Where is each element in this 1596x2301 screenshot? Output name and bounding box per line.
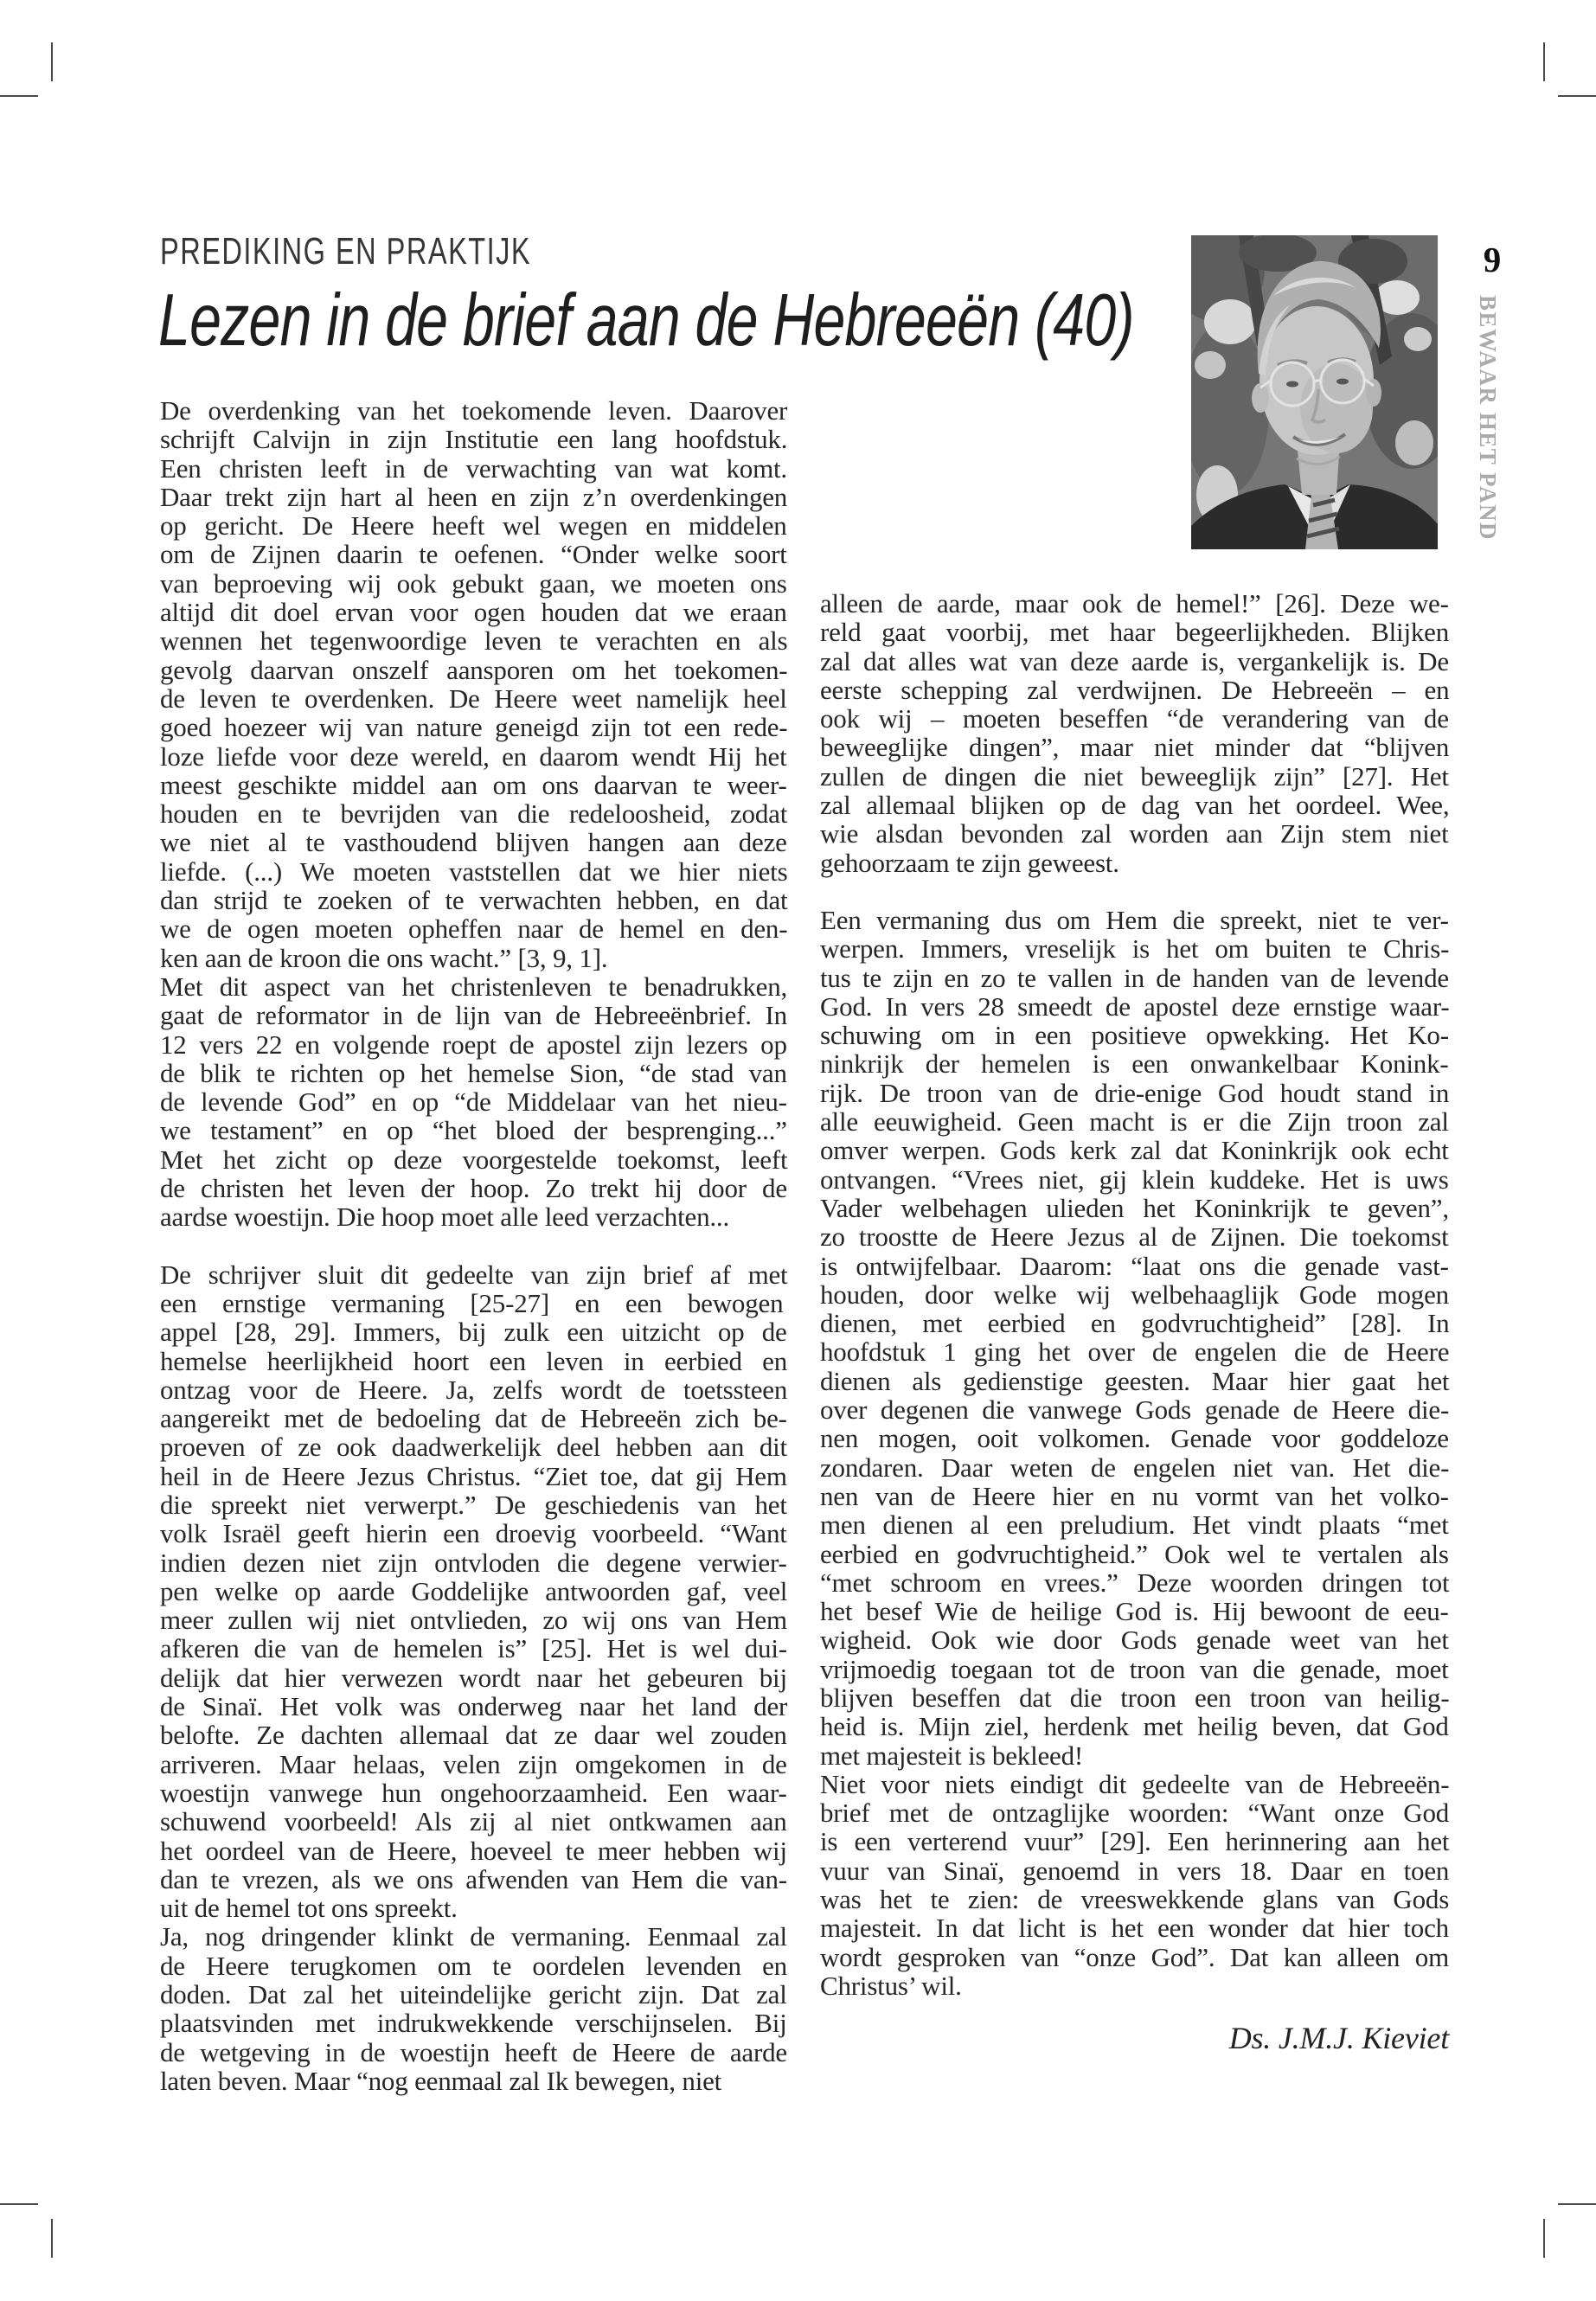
text-line: de wetgeving in de woestijn heeft de Heere de aarde (160, 2036, 787, 2067)
text-line: schrijft Calvijn in zijn Institutie een lang hoofdstuk. (160, 424, 788, 455)
text-line: De overdenking van het toekomende leven. Daarover (160, 395, 788, 426)
text-line: beweeglijke dingen”, maar niet minder dat “blijven (820, 732, 1450, 763)
text-line: meer zullen wij niet ontvlieden, zo wij ons van Hem (160, 1605, 787, 1636)
text-line: aangereikt met de bedoeling dat de Hebreeën zich be- (160, 1403, 787, 1434)
text-line: heil in de Heere Jezus Christus. “Ziet toe, dat gij Hem (160, 1460, 787, 1491)
text-line: ontvangen. “Vrees niet, gij klein kuddeke. Het is uws (820, 1163, 1449, 1195)
text-line: goed hoezeer wij van nature geneigd zijn tot een rede- (160, 712, 788, 743)
text-line: zondaren. Daar weten de engelen niet van. Het die- (820, 1452, 1450, 1483)
text-line: Vader welbehagen ulieden het Koninkrijk te geven”, (820, 1192, 1449, 1223)
crop-mark-top-left-horizontal (0, 95, 38, 97)
text-line: is een verterend vuur” [29]. Een herinnering aan het (820, 1826, 1450, 1857)
text-line: de Sinaï. Het volk was onderweg naar het land der (160, 1691, 788, 1722)
text-line: woestijn vanwege hun ongehoorzaamheid. Een waar- (160, 1777, 787, 1808)
text-line: uit de hemel tot ons spreekt. (160, 1893, 458, 1924)
article-right-column (820, 589, 1449, 2054)
text-line: de blik te richten op het hemelse Sion, “de stad van (160, 1057, 787, 1088)
text-line: rijk. De troon van de drie-enige God houdt stand in (820, 1077, 1450, 1108)
text-line: vuur van Sinaï, genoemd in vers 18. Daar en toen (820, 1855, 1450, 1886)
text-line: pen welke op aarde Goddelijke antwoorden gaf, veel (160, 1575, 788, 1606)
text-line: eerste schepping zal verdwijnen. De Hebreeën – en (820, 674, 1450, 705)
text-line: “met schroom en vrees.” Deze woorden dringen tot (820, 1567, 1450, 1598)
crop-mark-top-right-vertical (1543, 42, 1545, 81)
text-line: Een vermaning dus om Hem die spreekt, niet te ver- (820, 904, 1449, 935)
text-line: was het te zien: de vreeswekkende glans van Gods (820, 1884, 1450, 1915)
text-line: wie alsdan bevonden zal worden aan Zijn stem niet (820, 818, 1449, 849)
text-line: plaatsvinden met indrukwekkende verschijnselen. Bij (160, 2008, 787, 2039)
text-line: volk Israël geeft hierin een droevig voorbeeld. “Want (160, 1518, 787, 1549)
crop-mark-top-left-vertical (51, 42, 53, 81)
text-line: 12 vers 22 en volgende roept de apostel zijn lezers op (160, 1029, 787, 1060)
text-line: eerbied en godvruchtigheid.” Ook wel te vertalen als (820, 1538, 1449, 1569)
text-line: de levende God” en op “de Middelaar van het nieu- (160, 1086, 787, 1118)
text-line: het besef Wie de heilige God is. Hij bewoont de eeu- (820, 1596, 1449, 1627)
crop-mark-bottom-left-vertical (51, 2219, 53, 2258)
text-line: om de Zijnen daarin te oefenen. “Onder welke soort (160, 539, 787, 570)
crop-mark-top-right-horizontal (1558, 95, 1596, 97)
paragraph (820, 1770, 1449, 2000)
text-line: gaat de reformator in de lijn van de Hebreeënbrief. In (160, 1000, 787, 1031)
paragraph (160, 396, 787, 972)
text-line: de leven te overdenken. De Heere weet namelijk heel (160, 683, 787, 714)
text-line: nen van de Heere hier en nu vormt van het volko- (820, 1480, 1449, 1511)
text-line: ken aan de kroon die ons wacht.” [3, 9, 1]. (160, 942, 608, 973)
text-line: alle eeuwigheid. Geen macht is er die Zijn troon zal (820, 1106, 1449, 1138)
text-line: dienen als gedienstige geesten. Maar hier gaat het (820, 1365, 1450, 1396)
text-line: wordt gesproken van “onze God”. Dat kan alleen om (820, 1941, 1449, 1972)
paragraph (160, 1260, 787, 1923)
text-line: alleen de aarde, maar ook de hemel!” [26]. Deze we- (820, 588, 1449, 619)
text-line: schuwend voorbeeld! Als zij al niet ontkwamen aan (160, 1806, 787, 1837)
text-line: tus te zijn en zo te vallen in de handen van de levende (820, 962, 1449, 993)
text-line: indien dezen niet zijn ontvloden die degene verwier- (160, 1547, 787, 1578)
text-line: is ontwijfelbaar. Daarom: “laat ons die genade vast- (820, 1250, 1449, 1281)
text-line: laten beven. Maar “nog eenmaal zal Ik bewegen, niet (160, 2065, 722, 2096)
author-signature: Ds. J.M.J. Kieviet (1228, 2021, 1449, 2056)
crop-mark-bottom-right-horizontal (1558, 2203, 1596, 2205)
text-line: liefde. (...) We moeten vaststellen dat we hier niets (160, 856, 788, 887)
text-line: doden. Dat zal het uiteindelijke gericht zijn. Dat zal (160, 1979, 787, 2010)
text-line: houden en te bevrijden van die redeloosheid, zodat (160, 798, 788, 830)
text-line: ontzag voor de Heere. Ja, zelfs wordt de toetssteen (160, 1374, 788, 1405)
text-line: zal allemaal blijken op de dag van het oordeel. Wee, (820, 790, 1450, 821)
crop-mark-bottom-left-horizontal (0, 2203, 38, 2205)
text-line: dan strijd te zoeken of te verwachten hebben, en dat (160, 885, 788, 916)
text-line: werpen. Immers, vreselijk is het om buiten te Chris- (820, 933, 1450, 965)
text-line: dienen, met eerbied en godvruchtigheid” [28]. In (820, 1308, 1450, 1339)
article-title: Lezen in de brief aan de Hebreeën (40) (158, 279, 1134, 362)
text-line: hoofdstuk 1 ging het over de engelen die de Heere (820, 1336, 1450, 1368)
text-line: men dienen al een preludium. Het vindt plaats “met (820, 1509, 1449, 1541)
text-line: appel [28, 29]. Immers, bij zulk een uitzicht op de (160, 1317, 787, 1348)
paragraph (820, 589, 1449, 877)
text-line: dan te vrezen, als we ons afwenden van Hem die van- (160, 1863, 787, 1894)
text-line: delijk dat hier verwezen wordt naar het gebeuren bij (160, 1662, 787, 1693)
magazine-edge-label: BEWAAR HET PAND (1475, 295, 1501, 542)
text-line: loze liefde voor deze wereld, en daarom wendt Hij het (160, 740, 787, 772)
text-line: reld gaat voorbij, met haar begeerlijkheden. Blijken (820, 617, 1450, 648)
text-line: Met dit aspect van het christenleven te benadrukken, (160, 971, 788, 1002)
paragraph (160, 972, 787, 1232)
text-line: gehoorzaam te zijn geweest. (820, 847, 1119, 878)
text-line: brief met de ontzaglijke woorden: “Want onze God (820, 1798, 1450, 1829)
text-line: altijd dit doel ervan voor ogen houden dat we eraan (160, 597, 787, 628)
text-line: die spreekt niet verwerpt.” De geschiedenis van het (160, 1489, 787, 1520)
text-line: we testament” en op “het bloed der besprenging...” (160, 1115, 787, 1146)
text-line: meest geschikte middel aan om ons daarvan te weer- (160, 769, 787, 800)
text-line: met majesteit is bekleed! (820, 1740, 1084, 1771)
text-line: het oordeel van de Heere, hoeveel te meer hebben wij (160, 1835, 787, 1866)
author-photo (1191, 235, 1438, 549)
text-line: afkeren die van de hemelen is” [25]. Het is wel dui- (160, 1633, 787, 1664)
text-line: houden, door welke wij welbehaaglijk Gode mogen (820, 1279, 1449, 1310)
text-line: we niet al te vasthoudend blijven hangen aan deze (160, 827, 787, 858)
text-line: ninkrijk der hemelen is een onwankelbaar Konink- (820, 1048, 1449, 1080)
text-line: Daar trekt zijn hart al heen en zijn z’n overdenkingen (160, 481, 788, 512)
page-number: 9 (1483, 240, 1502, 279)
text-line: de christen het leven der hoop. Zo trekt hij door de (160, 1173, 787, 1204)
text-line: belofte. Ze dachten allemaal dat ze daar wel zouden (160, 1720, 787, 1751)
text-line: gevolg daarvan onszelf aansporen om het toekomen- (160, 654, 788, 685)
text-line: arriveren. Maar helaas, velen zijn omgekomen in de (160, 1748, 787, 1779)
text-line: omver werpen. Gods kerk zal dat Koninkrijk ook echt (820, 1135, 1449, 1166)
text-line: een ernstige vermaning [25-27] en een bewogen (160, 1287, 784, 1318)
text-line: heid is. Mijn ziel, herdenk met heilig beven, dat God (820, 1711, 1449, 1742)
text-line: over degenen die vanwege Gods genade de Heere die- (820, 1394, 1450, 1426)
text-line: schuwing om in een positieve opwekking. Het Ko- (820, 1020, 1449, 1051)
text-line: aardse woestijn. Die hoop moet alle leed verzachten... (160, 1202, 730, 1233)
text-line: Niet voor niets eindigt dit gedeelte van de Hebreeën- (820, 1768, 1450, 1799)
text-line: De schrijver sluit dit gedeelte van zijn brief af met (160, 1259, 788, 1290)
text-line: de Heere terugkomen om te oordelen levenden en (160, 1950, 787, 1981)
article-left-column (160, 396, 787, 2095)
text-line: ook wij – moeten beseffen “de verandering van de (820, 703, 1449, 734)
paragraph (160, 1922, 787, 2095)
text-line: we de ogen moeten opheffen naar de hemel en den- (160, 913, 788, 945)
text-line: Ja, nog dringender klinkt de vermaning. Eenmaal zal (160, 1921, 787, 1952)
text-line: zo troostte de Heere Jezus al de Zijnen. Die toekomst (820, 1221, 1449, 1253)
text-line: proeven of ze ook daadwerkelijk deel hebben aan dit (160, 1432, 787, 1463)
text-line: nen mogen, ooit volkomen. Genade voor goddeloze (820, 1423, 1449, 1454)
text-line: majesteit. In dat licht is het een wonder dat hier toch (820, 1913, 1449, 1944)
text-line: wennen het tegenwoordige leven te verachten en als (160, 625, 788, 657)
text-line: wigheid. Ook wie door Gods genade weet van het (820, 1625, 1449, 1656)
paragraph (820, 906, 1449, 1770)
text-line: Met het zicht op deze voorgestelde toekomst, leeft (160, 1144, 788, 1175)
text-line: Christus’ wil. (820, 1970, 962, 2001)
crop-mark-bottom-right-vertical (1543, 2219, 1545, 2258)
section-kicker: PREDIKING EN PRAKTIJK (160, 230, 532, 272)
text-line: van beproeving wij ook gebukt gaan, we moeten ons (160, 567, 787, 599)
text-line: vrijmoedig toegaan tot de troon van die genade, moet (820, 1653, 1449, 1684)
text-line: Een christen leeft in de verwachting van wat komt. (160, 452, 787, 484)
text-line: zal dat alles wat van deze aarde is, vergankelijk is. De (820, 645, 1449, 676)
text-line: hemelse heerlijkheid hoort een leven in eerbied en (160, 1345, 788, 1376)
text-line: zullen de dingen die niet beweeglijk zijn” [27]. Het (820, 760, 1449, 792)
text-line: op gericht. De Heere heeft wel wegen en middelen (160, 510, 787, 542)
text-line: God. In vers 28 smeedt de apostel deze ernstige waar- (820, 990, 1450, 1022)
text-line: blijven beseffen dat die troon een troon van heilig- (820, 1682, 1450, 1713)
